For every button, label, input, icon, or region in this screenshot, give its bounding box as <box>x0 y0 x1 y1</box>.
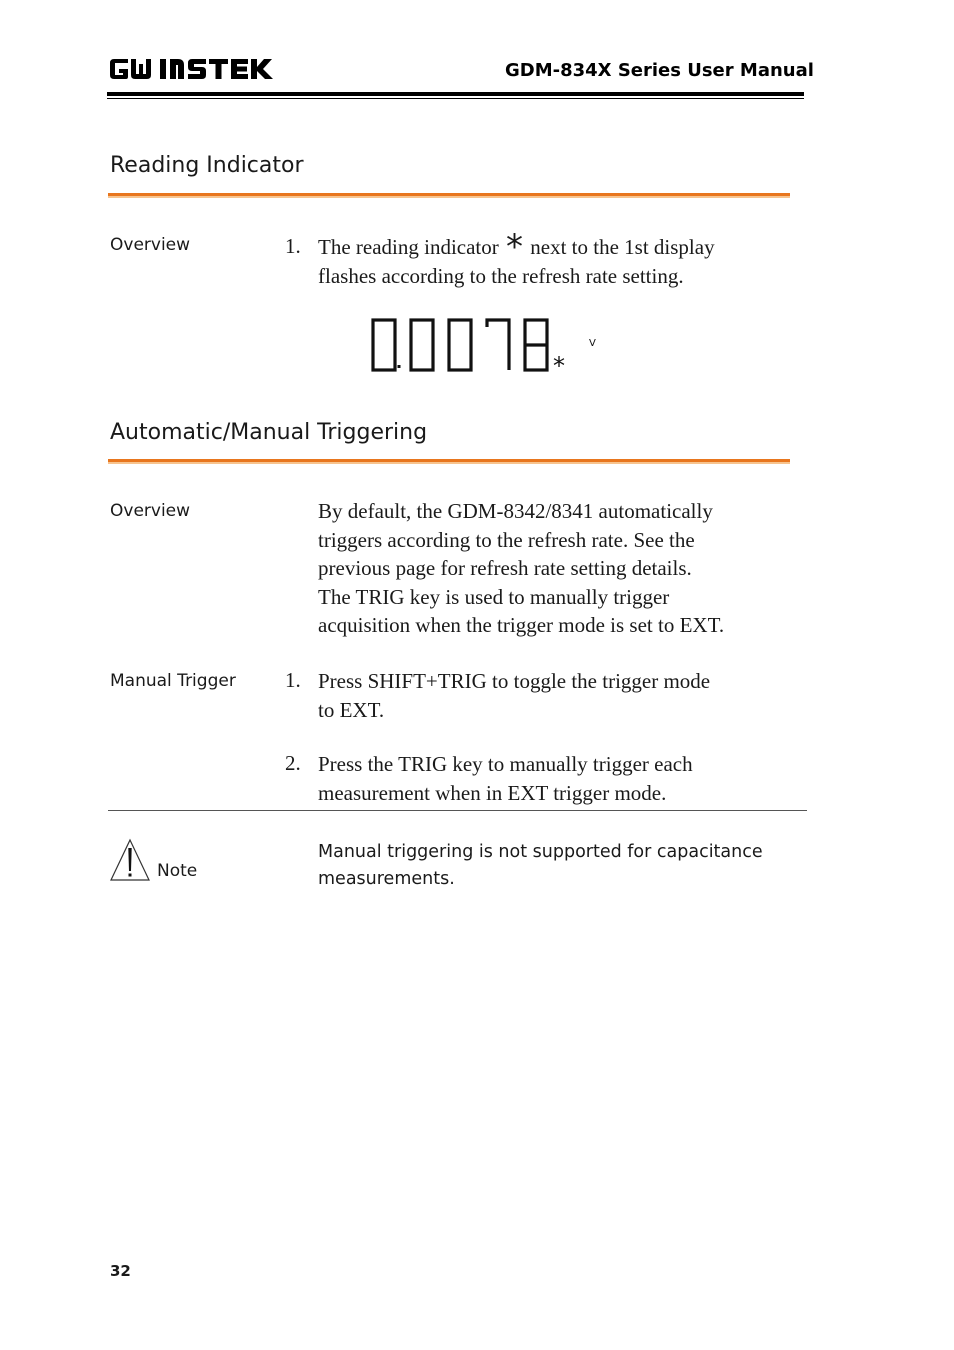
header-rule-thin <box>107 98 804 99</box>
step-text <box>318 750 693 807</box>
overview-line: By default, the GDM-8342/8341 automatically <box>318 499 713 523</box>
overview-label: Overview <box>110 235 191 255</box>
section-rule <box>108 459 790 462</box>
step-line: measurement when in EXT trigger mode. <box>318 780 667 805</box>
step-number: 2. <box>285 751 301 775</box>
section-title-reading-indicator: Reading Indicator <box>110 153 304 178</box>
step-line: Press the TRIG key to manually trigger each <box>318 752 693 776</box>
manual-title: GDM-834X Series User Manual <box>505 60 814 81</box>
display-indicator-asterisk: * <box>553 352 565 380</box>
note-line: measurements. <box>318 869 455 889</box>
page-number: 32 <box>110 1262 131 1280</box>
step-text-line2: flashes according to the refresh rate setting. <box>318 264 684 288</box>
asterisk-icon: * <box>506 227 524 267</box>
step-text-after: next to the 1st display <box>530 235 715 259</box>
step-text <box>318 667 710 724</box>
section-rule <box>108 193 790 196</box>
overview-line: triggers according to the refresh rate. See the <box>318 527 695 552</box>
overview-line: previous page for refresh rate setting details. <box>318 556 692 580</box>
step-text-line1 <box>318 227 715 267</box>
overview-paragraph <box>318 497 724 640</box>
step-line: Press SHIFT+TRIG to toggle the trigger mode <box>318 669 711 693</box>
manual-trigger-label: Manual Trigger <box>110 671 236 691</box>
gw-instek-logo <box>108 55 280 88</box>
step-number: 1. <box>285 668 301 692</box>
step-number: 1. <box>285 234 301 258</box>
divider <box>108 810 807 811</box>
overview-line: acquisition when the trigger mode is set to EXT. <box>318 613 725 637</box>
overview-label: Overview <box>110 501 191 521</box>
display-unit: V <box>589 338 596 349</box>
note-line: Manual triggering is not supported for capacitance <box>318 842 763 862</box>
overview-line: The TRIG key is used to manually trigger <box>318 584 670 609</box>
step-line: to EXT. <box>318 697 385 722</box>
note-label: Note <box>157 861 198 881</box>
display-digits-graphic <box>366 314 606 380</box>
section-title-triggering: Automatic/Manual Triggering <box>110 420 428 445</box>
note-text <box>318 839 763 893</box>
header-rule <box>107 92 804 96</box>
seven-segment-display <box>366 314 606 385</box>
step-text-before: The reading indicator <box>318 235 499 259</box>
warning-triangle-icon <box>109 838 151 887</box>
